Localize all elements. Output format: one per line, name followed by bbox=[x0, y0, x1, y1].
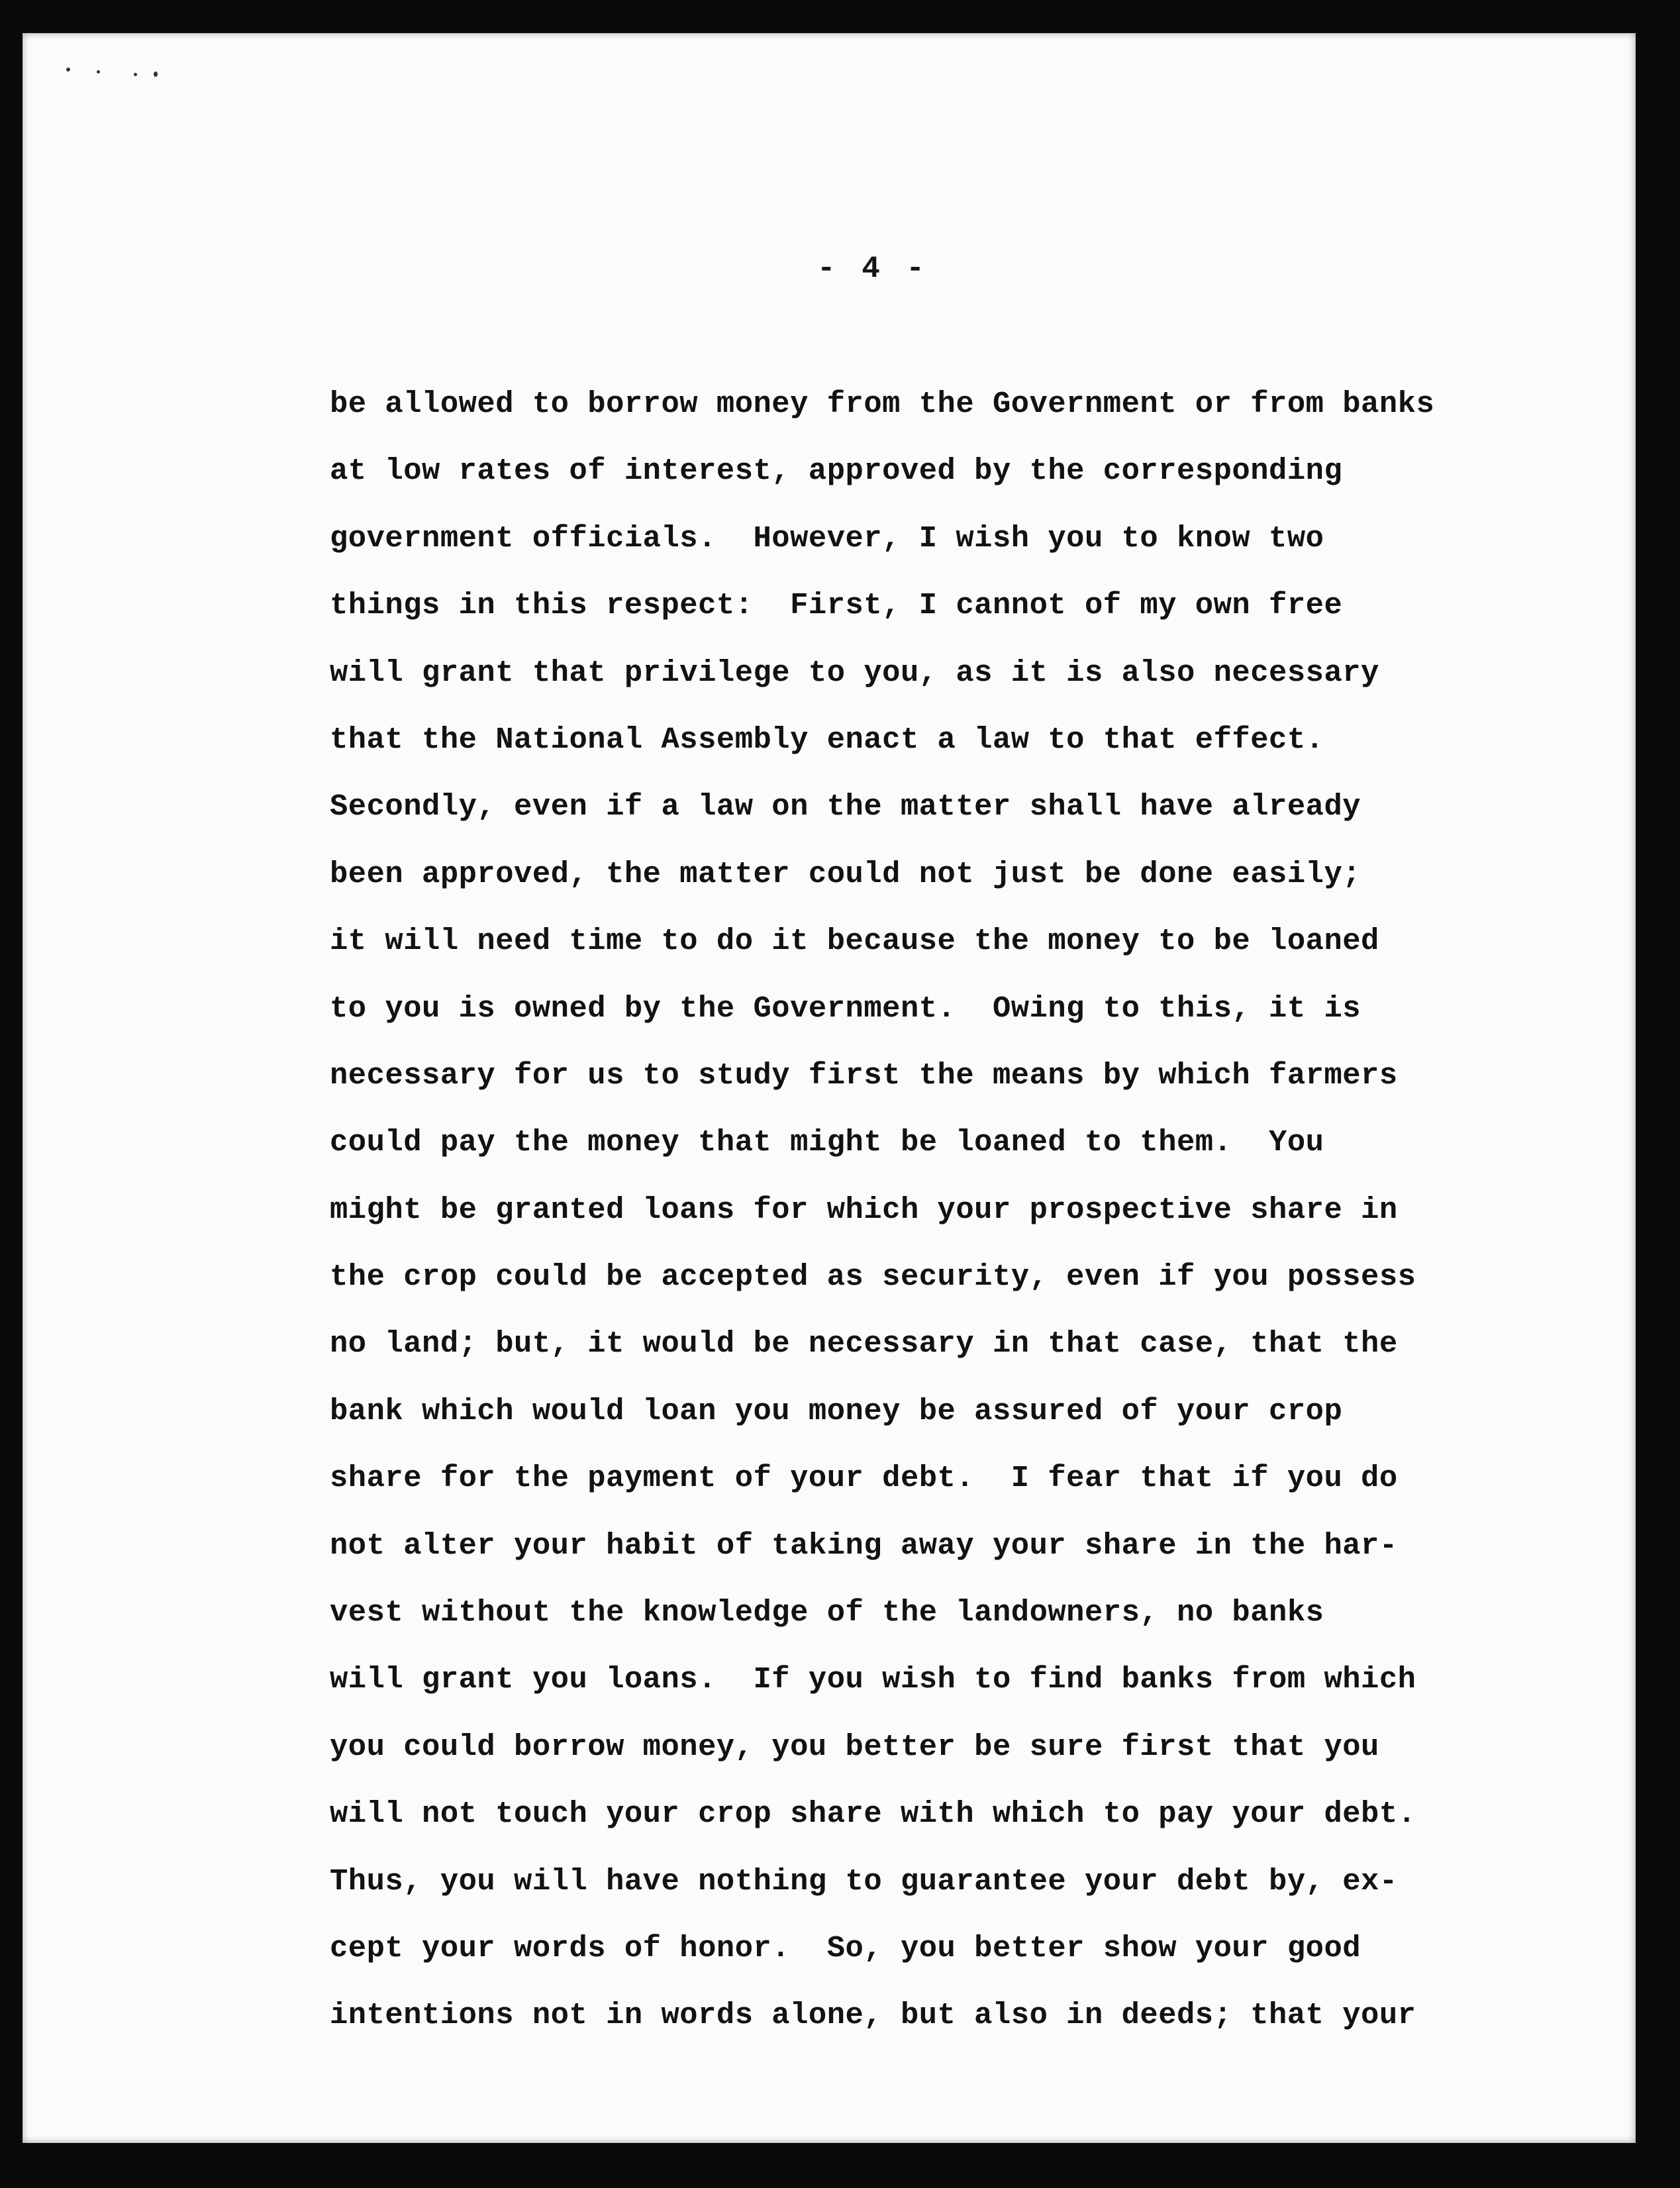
text-line: you could borrow money, you better be sure first that you bbox=[330, 1729, 1379, 1764]
text-line: no land; but, it would be necessary in that case, that the bbox=[330, 1326, 1398, 1362]
text-line: government officials. However, I wish you to know two bbox=[330, 521, 1324, 556]
text-line: intentions not in words alone, but also in deeds; that your bbox=[330, 1998, 1416, 2033]
scan-speck bbox=[66, 68, 70, 72]
text-line: could pay the money that might be loaned to them. You bbox=[330, 1125, 1324, 1160]
text-line: the crop could be accepted as security, even if you possess bbox=[330, 1260, 1416, 1295]
scan-speck bbox=[134, 73, 137, 76]
scan-speck bbox=[154, 72, 158, 77]
text-line: Thus, you will have nothing to guarantee your debt by, ex- bbox=[330, 1864, 1398, 1899]
text-line: been approved, the matter could not just be done easily; bbox=[330, 856, 1361, 891]
text-line: will grant you loans. If you wish to find banks from which bbox=[330, 1662, 1416, 1697]
scan-speck bbox=[97, 70, 100, 74]
text-line: be allowed to borrow money from the Government or from banks bbox=[330, 387, 1435, 421]
text-line: cept your words of honor. So, you better show your good bbox=[330, 1930, 1361, 1965]
text-line: vest without the knowledge of the landowners, no banks bbox=[330, 1595, 1324, 1630]
text-line: might be granted loans for which your prospective share in bbox=[330, 1192, 1398, 1227]
text-line: will grant that privilege to you, as it is also necessary bbox=[330, 655, 1379, 690]
text-line: share for the payment of your debt. I fear that if you do bbox=[330, 1461, 1398, 1496]
body-text bbox=[330, 377, 1641, 2056]
document-page bbox=[23, 33, 1636, 2143]
text-line: will not touch your crop share with which to pay your debt. bbox=[330, 1797, 1416, 1832]
text-line: to you is owned by the Government. Owing to this, it is bbox=[330, 991, 1361, 1026]
text-line: necessary for us to study first the means by which farmers bbox=[330, 1058, 1398, 1093]
text-line: things in this respect: First, I cannot of my own free bbox=[330, 588, 1343, 623]
text-line: not alter your habit of taking away your share in the har- bbox=[330, 1528, 1398, 1563]
text-line: at low rates of interest, approved by the corresponding bbox=[330, 454, 1343, 489]
text-line: bank which would loan you money be assured of your crop bbox=[330, 1393, 1343, 1428]
page-number: - 4 - bbox=[817, 252, 929, 286]
text-line: Secondly, even if a law on the matter shall have already bbox=[330, 789, 1361, 824]
text-line: it will need time to do it because the money to be loaned bbox=[330, 924, 1379, 959]
text-line: that the National Assembly enact a law to that effect. bbox=[330, 722, 1324, 757]
